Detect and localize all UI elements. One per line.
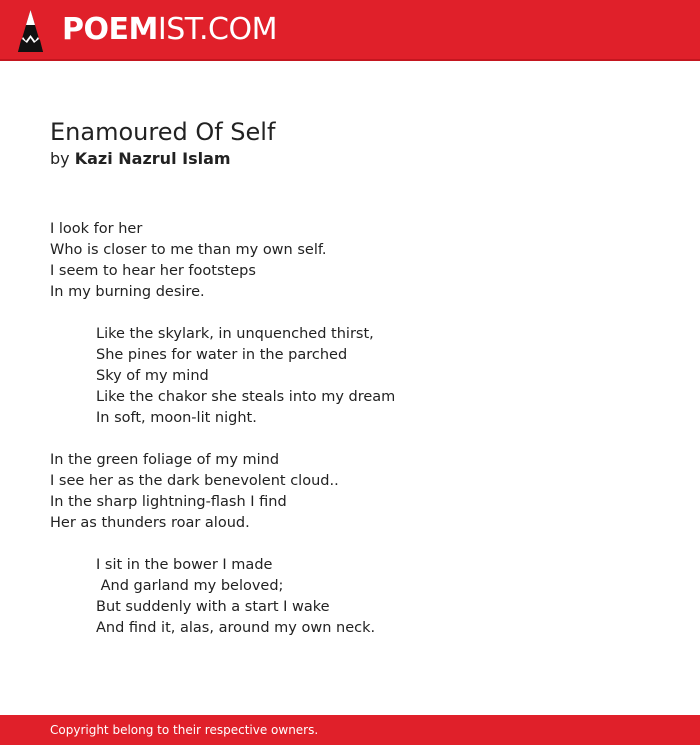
site-logo[interactable] xyxy=(62,12,277,48)
poem-line: I sit in the bower I made xyxy=(96,557,273,573)
poem-stanza xyxy=(50,555,670,639)
poem-line: In soft, moon-lit night. xyxy=(96,410,257,426)
poem-line: In my burning desire. xyxy=(50,284,205,300)
poem-line: Like the skylark, in unquenched thirst, xyxy=(96,326,374,342)
poem-line: Sky of my mind xyxy=(96,368,209,384)
poem-stanza xyxy=(50,219,670,303)
poem-line: I see her as the dark benevolent cloud.. xyxy=(50,473,339,489)
poem-byline xyxy=(50,148,231,170)
poem-line: But suddenly with a start I wake xyxy=(96,599,330,615)
author-name: Kazi Nazrul Islam xyxy=(74,149,231,168)
poem-line: Her as thunders roar aloud. xyxy=(50,515,250,531)
logo-text-light: IST.COM xyxy=(157,12,277,47)
poem-line: Who is closer to me than my own self. xyxy=(50,242,327,258)
by-label: by xyxy=(50,149,70,168)
poem-title: Enamoured Of Self xyxy=(50,118,276,146)
site-header xyxy=(0,0,700,61)
poem-stanza xyxy=(50,324,670,429)
copyright-text: Copyright belong to their respective owners. xyxy=(50,723,319,737)
poem-body xyxy=(50,219,670,660)
poem-line: She pines for water in the parched xyxy=(96,347,348,363)
poem-stanza xyxy=(50,450,670,534)
poem-line: I seem to hear her footsteps xyxy=(50,263,256,279)
site-footer xyxy=(0,715,700,745)
pencil-tip-icon[interactable] xyxy=(18,10,43,52)
poem-line: Like the chakor she steals into my dream xyxy=(96,389,396,405)
poem-line: In the green foliage of my mind xyxy=(50,452,280,468)
poem-line: And garland my beloved; xyxy=(96,578,284,594)
poem-line: And find it, alas, around my own neck. xyxy=(96,620,376,636)
poem-line: In the sharp lightning-flash I find xyxy=(50,494,287,510)
poem-line: I look for her xyxy=(50,221,143,237)
logo-text-bold: POEM xyxy=(62,12,158,47)
